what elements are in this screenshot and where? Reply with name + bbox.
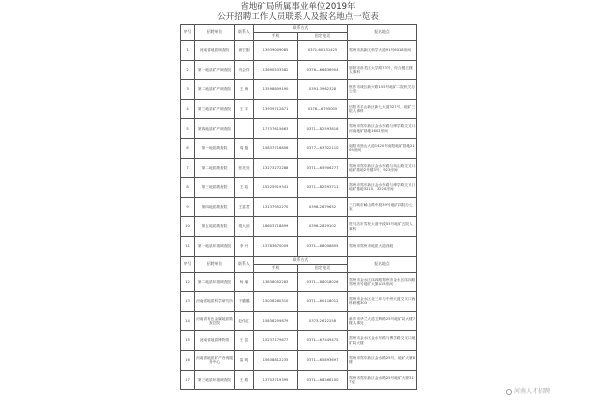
row-contact-person: 杨 瑜 <box>235 272 254 292</box>
row-seq: 1 <box>181 41 195 61</box>
row-unit: 河南省地质调查院 <box>195 41 235 61</box>
row-seq: 17 <box>181 370 195 390</box>
row-address: 三门峡市崤山路中段39号地矿四院办公室 <box>348 197 417 217</box>
row-mobile: 15837716856 <box>254 138 298 158</box>
table-row <box>181 197 417 217</box>
row-contact-person: 雷 明 <box>235 350 254 370</box>
row-mobile: 13273272288 <box>254 158 298 178</box>
row-contact-person: 唐宏刚 <box>235 41 254 61</box>
row-landline: 0371—68566100 <box>298 370 348 390</box>
row-contact-person: 赵伟汇 <box>235 311 254 331</box>
row-seq: 2 <box>181 60 195 80</box>
contact-table <box>180 24 417 390</box>
row-address: 信阳市羊山新区新七大道327号，地矿三院人事科 <box>348 99 417 119</box>
header-unit: 招聘单位 <box>195 25 235 41</box>
header-landline: 固定电话 <box>298 33 348 41</box>
row-address: 郑州市郑东新区金水路25号，地矿大厦8楼 <box>348 350 417 370</box>
header-contact-person: 联系人 <box>235 25 254 41</box>
row-landline: 0371—82593711 <box>298 178 348 198</box>
row-address: 洛阳市洛龙区太学路73号，综合楼五楼人事科 <box>348 60 417 80</box>
header-landline: 固定电话 <box>298 264 348 272</box>
table-row <box>181 331 417 351</box>
row-contact-person: 张亮亮 <box>235 158 254 178</box>
row-address: 郑州市金水区金水东路与博学路交叉口地矿局大楼 <box>348 331 417 351</box>
header-contact-person: 联系人 <box>235 256 254 272</box>
row-mobile: 13598809190 <box>254 80 298 100</box>
row-contact-person: 王 路 <box>235 370 254 390</box>
row-unit: 第二地质环境调查院 <box>195 272 235 292</box>
row-contact-person: 王 海 <box>235 80 254 100</box>
row-mobile: 13690533582 <box>254 60 298 80</box>
row-unit: 第三地质矿产调查院 <box>195 99 235 119</box>
row-unit: 第四地质矿产调查院 <box>195 119 235 139</box>
row-mobile: 13939712871 <box>254 99 298 119</box>
table-row <box>181 272 417 292</box>
row-mobile: 13939009085 <box>254 41 298 61</box>
table-row <box>181 350 417 370</box>
row-contact-person: 周 磊 <box>235 138 254 158</box>
row-mobile: 13838052283 <box>254 272 298 292</box>
row-contact-person: 于璐璐 <box>235 292 254 312</box>
row-landline: 0376—66636954 <box>298 60 348 80</box>
watermark <box>506 386 550 395</box>
table-row <box>181 41 417 61</box>
header-seq: 序号 <box>181 25 195 41</box>
row-address: 新乡市华兰大道卫辉路25号地矿局大楼7楼人事处 <box>348 311 417 331</box>
document-title <box>180 2 416 22</box>
row-seq: 11 <box>181 236 195 256</box>
row-mobile: 17737615663 <box>254 119 298 139</box>
row-landline: 0376—6795005 <box>298 99 348 119</box>
row-mobile: 13783670009 <box>254 236 298 256</box>
row-landline: 0398-2879652 <box>298 197 348 217</box>
row-landline: 0371—60118012 <box>298 292 348 312</box>
row-mobile: 15237179677 <box>254 331 298 351</box>
table-row <box>181 119 417 139</box>
table-row <box>181 292 417 312</box>
row-seq: 3 <box>181 80 195 100</box>
row-address: 郑州市郑东新区金水东路与博学路交叉口地矿基地3215，3220房间 <box>348 178 417 198</box>
row-landline: 0391-3962328 <box>298 80 348 100</box>
title-line-2: 公开招聘工作人员联系人及报名地点一览表 <box>217 12 379 22</box>
row-contact-person <box>235 119 254 139</box>
table-row <box>181 178 417 198</box>
document-sheet <box>180 2 416 390</box>
header-row-2 <box>181 256 417 264</box>
row-unit: 第二地质矿产调查院 <box>195 80 235 100</box>
table-row <box>181 217 417 237</box>
row-landline: 0371—68018026 <box>298 272 348 292</box>
row-contact-person: 王 宇 <box>235 99 254 119</box>
row-mobile: 15838259879 <box>254 311 298 331</box>
row-address: 郑州市郑东新区金水东路与博学路交叉口河南地矿基地1602房间 <box>348 119 417 139</box>
row-seq: 9 <box>181 197 195 217</box>
row-landline: 0371-60131425 <box>298 41 348 61</box>
row-contact-person: 王 昆 <box>235 331 254 351</box>
row-unit: 第一地质勘查院 <box>195 138 235 158</box>
row-mobile: 13703719399 <box>254 370 298 390</box>
row-landline: 0373-2622258 <box>298 311 348 331</box>
row-contact-person: 李 丹 <box>235 236 254 256</box>
row-mobile: 15038280310 <box>254 292 298 312</box>
row-seq: 12 <box>181 272 195 292</box>
header-seq: 序号 <box>181 256 195 272</box>
row-unit: 第五地质勘查院 <box>195 217 235 237</box>
row-seq: 10 <box>181 217 195 237</box>
table-row <box>181 311 417 331</box>
title-line-1: 省地矿局所属事业单位2019年 <box>240 2 356 12</box>
row-unit: 第一地质环境调查院 <box>195 236 235 256</box>
table-row <box>181 99 417 119</box>
row-landline: 0371—67449475 <box>298 331 348 351</box>
row-unit: 第三地质环境调查院 <box>195 370 235 390</box>
watermark-text: 河南人才招聘 <box>514 388 551 395</box>
row-contact-person: 冯会祥 <box>235 60 254 80</box>
row-unit: 河南省有色金属地质勘查总院 <box>195 311 235 331</box>
header-unit: 招聘单位 <box>195 256 235 272</box>
row-landline: 0371—82593818 <box>298 119 348 139</box>
header-mobile: 手机 <box>254 33 298 41</box>
row-seq: 4 <box>181 99 195 119</box>
row-unit: 第四地质勘查院 <box>195 197 235 217</box>
header-mobile: 手机 <box>254 264 298 272</box>
row-seq: 16 <box>181 350 195 370</box>
row-contact-person: 王 晗 <box>235 178 254 198</box>
header-contact-method: 联系方式 <box>254 25 348 33</box>
row-address: 郑州市金水区纬四路郑州市金水区纬四路郑州市号地矿大厦415房间 <box>348 272 417 292</box>
wechat-icon <box>506 389 512 395</box>
row-address: 郑州市郑东新区金水路25号地矿大厦317室 <box>348 370 417 390</box>
row-seq: 7 <box>181 158 195 178</box>
row-mobile: 15225919341 <box>254 178 298 198</box>
table-row <box>181 80 417 100</box>
row-unit: 第二地质勘查院 <box>195 158 235 178</box>
header-row-1 <box>181 25 417 33</box>
table-row <box>181 138 417 158</box>
table-row <box>181 370 417 390</box>
row-seq: 8 <box>181 178 195 198</box>
row-address: 南阳市独山大道1420号南阳地矿基地2105房间 <box>348 138 417 158</box>
header-contact-method: 联系方式 <box>254 256 348 264</box>
table-row <box>181 60 417 80</box>
row-seq: 13 <box>181 292 195 312</box>
header-address: 报名地点 <box>348 256 417 272</box>
row-seq: 14 <box>181 311 195 331</box>
row-address: 郑州市郑州市地质大道西段 <box>348 236 417 256</box>
row-mobile: 13137952270 <box>254 197 298 217</box>
row-seq: 5 <box>181 119 195 139</box>
row-contact-person: 胡大治 <box>235 217 254 237</box>
row-unit: 第一地质矿产调查院 <box>195 60 235 80</box>
header-address: 报名地点 <box>348 25 417 41</box>
row-seq: 15 <box>181 331 195 351</box>
row-landline: 0371—65906277 <box>298 158 348 178</box>
row-mobile: 15638812235 <box>254 350 298 370</box>
row-seq: 6 <box>181 138 195 158</box>
row-mobile: 18603718899 <box>254 217 298 237</box>
row-landline: 0371—65893697 <box>298 350 348 370</box>
row-landline: 0371—68056855 <box>298 236 348 256</box>
row-address: 郑州市金水区北三环与中州大道交叉口西科研楼303 <box>348 292 417 312</box>
row-address: 郑州市郑东新区金水东路与凤山路交叉口地矿基地2号楼3号，923房间 <box>348 158 417 178</box>
row-unit: 河南省地质科学研究所 <box>195 292 235 312</box>
row-unit: 第三地质勘查院 <box>195 178 235 198</box>
table-row <box>181 236 417 256</box>
row-unit: 河南省地质矿产咨询服务中心 <box>195 350 235 370</box>
row-contact-person: 王富君 <box>235 197 254 217</box>
row-landline: 0377—63322110 <box>298 138 348 158</box>
row-address: 郑州市高新区科学大道91号6018房间 <box>348 41 417 61</box>
row-unit: 河南省地质博物馆 <box>195 331 235 351</box>
row-address: 焦作市城区新兴路155号地矿二院机关办公室 <box>348 80 417 100</box>
row-landline: 0396-2829102 <box>298 217 348 237</box>
table-row <box>181 158 417 178</box>
row-address: 驻马店市雪松大道中段55号地矿五院人事科 <box>348 217 417 237</box>
